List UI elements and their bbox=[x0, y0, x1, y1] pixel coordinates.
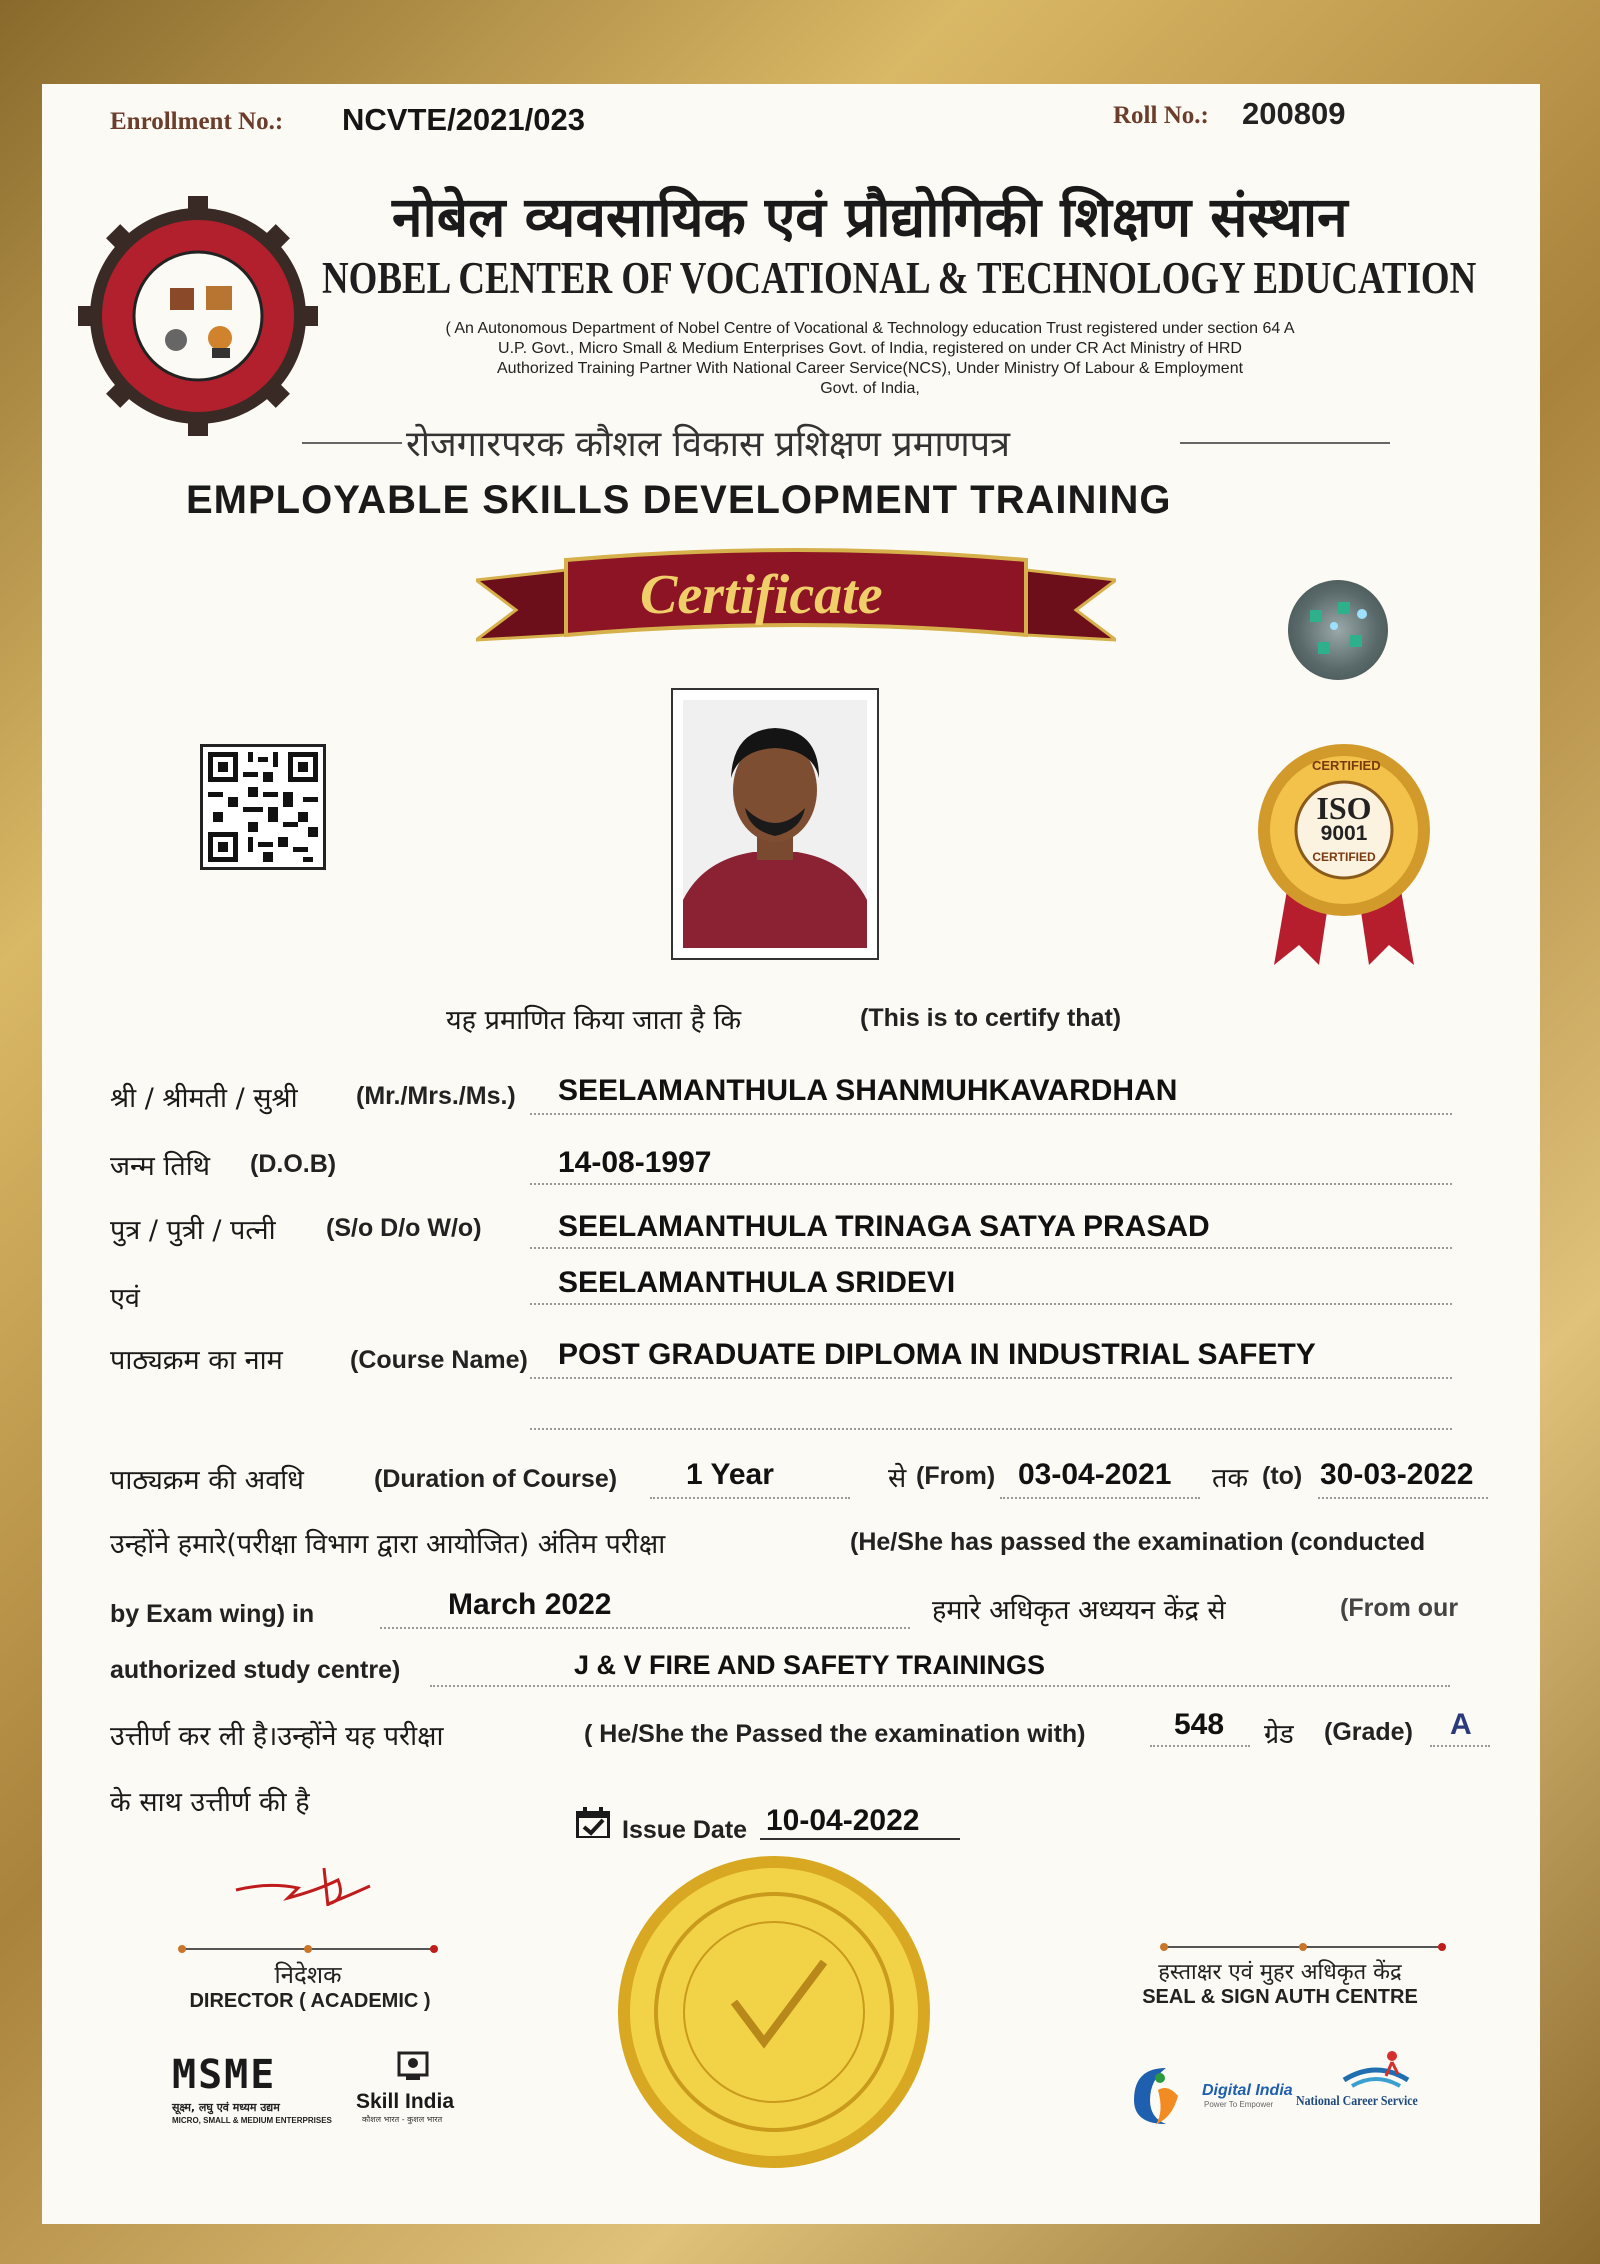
institute-name-hindi: नोबेल व्यवसायिक एवं प्रौद्योगिकी शिक्षण संस्थान bbox=[392, 185, 1348, 249]
enrollment-number: NCVTE/2021/023 bbox=[342, 102, 585, 137]
gold-seal bbox=[614, 1852, 934, 2172]
course-label-english: (Course Name) bbox=[350, 1346, 528, 1374]
director-title-hindi: निदेशक bbox=[274, 1961, 342, 1989]
dotted-line bbox=[1430, 1745, 1490, 1747]
and-hindi: एवं bbox=[110, 1283, 140, 1314]
dotted-line bbox=[530, 1113, 1452, 1115]
digital-india-tagline: Power To Empower bbox=[1204, 2100, 1274, 2109]
msme-logo: MSME bbox=[172, 2052, 277, 2098]
subtitle-english: EMPLOYABLE SKILLS DEVELOPMENT TRAINING bbox=[186, 478, 1172, 522]
roll-number: 200809 bbox=[1242, 96, 1346, 131]
ncs-icon bbox=[1336, 2046, 1416, 2094]
dotted-line bbox=[1150, 1745, 1250, 1747]
mother-name: SEELAMANTHULA SRIDEVI bbox=[558, 1266, 956, 1299]
to-label-hindi: तक bbox=[1212, 1463, 1249, 1494]
duration-label-hindi: पाठ्यक्रम की अवधि bbox=[110, 1465, 304, 1496]
skill-india-text: Skill India bbox=[356, 2090, 455, 2113]
parent-label-hindi: पुत्र / पुत्री / पत्नी bbox=[110, 1215, 276, 1246]
dotted-line bbox=[1318, 1497, 1488, 1499]
exam-statement-english: (He/She has passed the examination (conducted bbox=[850, 1528, 1426, 1556]
dob-label-english: (D.O.B) bbox=[250, 1150, 337, 1178]
iso-certified-bottom: CERTIFIED bbox=[1312, 850, 1376, 864]
ribbon-text: Certificate bbox=[640, 564, 883, 626]
institute-description bbox=[360, 319, 1380, 399]
to-date: 30-03-2022 bbox=[1320, 1458, 1474, 1491]
subtitle-hindi: रोजगारपरक कौशल विकास प्रशिक्षण प्रमाणपत्र bbox=[406, 424, 1010, 465]
enrollment-label: Enrollment No.: bbox=[110, 108, 284, 135]
course-duration: 1 Year bbox=[686, 1458, 774, 1491]
centre-hindi: हमारे अधिकृत अध्ययन केंद्र से bbox=[932, 1595, 1226, 1626]
iso-number: 9001 bbox=[1320, 822, 1368, 845]
name-label-english: (Mr./Mrs./Ms.) bbox=[356, 1082, 516, 1110]
final-statement-hindi: के साथ उत्तीर्ण की है bbox=[110, 1787, 310, 1818]
date-of-birth: 14-08-1997 bbox=[558, 1146, 712, 1179]
student-photo bbox=[671, 688, 879, 960]
description-line: ( An Autonomous Department of Nobel Centre of Vocational & Technology education Trust registered under section 64 A bbox=[445, 320, 1295, 337]
dotted-line bbox=[380, 1627, 910, 1629]
passed-hindi: उत्तीर्ण कर ली है।उन्होंने यह परीक्षा bbox=[110, 1721, 444, 1752]
skill-india-icon bbox=[396, 2050, 430, 2084]
course-name: POST GRADUATE DIPLOMA IN INDUSTRIAL SAFETY bbox=[558, 1338, 1316, 1371]
father-name: SEELAMANTHULA TRINAGA SATYA PRASAD bbox=[558, 1210, 1210, 1243]
student-name: SEELAMANTHULA SHANMUHKAVARDHAN bbox=[558, 1074, 1178, 1107]
parent-label-english: (S/o D/o W/o) bbox=[326, 1214, 482, 1242]
dob-label-hindi: जन्म तिथि bbox=[110, 1151, 210, 1182]
institute-name-english: NOBEL CENTER OF VOCATIONAL & TECHNOLOGY EDUCATION bbox=[322, 253, 1477, 303]
to-label-english: (to) bbox=[1262, 1462, 1303, 1490]
exam-month: March 2022 bbox=[448, 1588, 612, 1621]
issue-date: 10-04-2022 bbox=[766, 1804, 920, 1837]
seal-sign-english: SEAL & SIGN AUTH CENTRE bbox=[1142, 1986, 1418, 2008]
issue-date-underline bbox=[760, 1838, 960, 1840]
exam-wing-label: by Exam wing) in bbox=[110, 1600, 315, 1628]
iso-certified-top: CERTIFIED bbox=[1312, 758, 1381, 773]
director-title-english: DIRECTOR ( ACADEMIC ) bbox=[189, 1990, 431, 2012]
course-label-hindi: पाठ्यक्रम का नाम bbox=[110, 1345, 283, 1376]
qr-code bbox=[200, 744, 326, 870]
institute-logo bbox=[78, 196, 318, 436]
skill-india-tagline: कौशल भारत - कुशल भारत bbox=[362, 2115, 443, 2124]
grade-label-hindi: ग्रेड bbox=[1264, 1719, 1294, 1750]
dotted-line bbox=[430, 1685, 1450, 1687]
passed-english: ( He/She the Passed the examination with) bbox=[584, 1720, 1086, 1748]
ncs-text: National Career Service bbox=[1296, 2094, 1418, 2109]
grade-value: A bbox=[1450, 1708, 1472, 1741]
seal-sign-hindi: हस्ताक्षर एवं मुहर अधिकृत केंद्र bbox=[1158, 1960, 1402, 1985]
study-centre-name: J & V FIRE AND SAFETY TRAININGS bbox=[574, 1650, 1046, 1680]
dotted-line bbox=[530, 1303, 1452, 1305]
roll-label: Roll No.: bbox=[1113, 102, 1209, 129]
hologram-sticker bbox=[1288, 580, 1388, 680]
dotted-line bbox=[650, 1497, 850, 1499]
calendar-check-icon bbox=[574, 1806, 612, 1840]
from-date: 03-04-2021 bbox=[1018, 1458, 1172, 1491]
certify-hindi: यह प्रमाणित किया जाता है कि bbox=[446, 1005, 742, 1036]
issue-date-label: Issue Date bbox=[622, 1816, 748, 1844]
dotted-line bbox=[530, 1247, 1452, 1249]
name-label-hindi: श्री / श्रीमती / सुश्री bbox=[110, 1083, 298, 1114]
description-line: Authorized Training Partner With National Career Service(NCS), Under Ministry Of Labour & Employment bbox=[496, 360, 1244, 377]
dotted-line bbox=[1000, 1497, 1200, 1499]
description-line: U.P. Govt., Micro Small & Medium Enterprises Govt. of India, registered on under CR Act Ministry of HRD bbox=[498, 340, 1242, 357]
digital-india-text: Digital India bbox=[1202, 2082, 1293, 2099]
grade-label-english: (Grade) bbox=[1324, 1718, 1413, 1746]
divider-right bbox=[1180, 442, 1390, 444]
dotted-line bbox=[530, 1377, 1452, 1379]
ornament-divider bbox=[1158, 1940, 1448, 1954]
iso-text: ISO bbox=[1316, 790, 1372, 826]
centre-label: authorized study centre) bbox=[110, 1656, 401, 1684]
centre-english: (From our bbox=[1340, 1594, 1459, 1622]
director-signature bbox=[228, 1860, 378, 1920]
description-line: Govt. of India, bbox=[820, 380, 920, 397]
from-label-english: (From) bbox=[916, 1462, 996, 1490]
msme-english: MICRO, SMALL & MEDIUM ENTERPRISES bbox=[172, 2116, 332, 2125]
exam-statement-hindi: उन्होंने हमारे(परीक्षा विभाग द्वारा आयोजित) अंतिम परीक्षा bbox=[110, 1529, 666, 1560]
marks-value: 548 bbox=[1174, 1708, 1225, 1741]
msme-hindi: सूक्ष्म, लघु एवं मध्यम उद्यम bbox=[172, 2101, 280, 2114]
duration-label-english: (Duration of Course) bbox=[374, 1465, 618, 1493]
digital-india-icon bbox=[1124, 2060, 1194, 2130]
ornament-divider bbox=[176, 1942, 440, 1956]
divider-left bbox=[302, 442, 402, 444]
from-label-hindi: से bbox=[888, 1463, 907, 1494]
certify-english: (This is to certify that) bbox=[860, 1004, 1122, 1032]
dotted-line bbox=[530, 1183, 1452, 1185]
dotted-line bbox=[530, 1428, 1452, 1430]
